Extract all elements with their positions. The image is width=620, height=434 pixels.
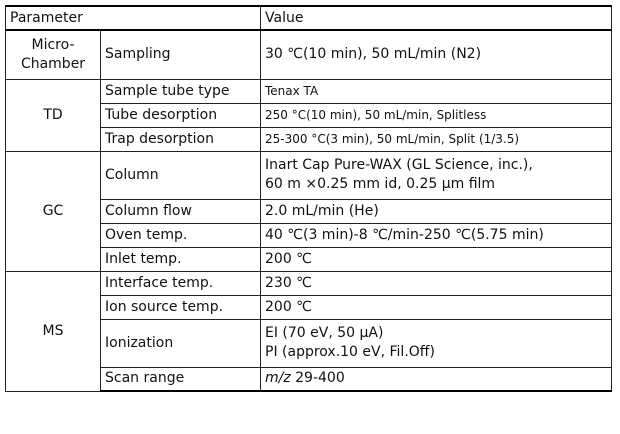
mz-label: m/z	[265, 370, 291, 387]
group-ms: MS	[6, 271, 101, 391]
header-value: Value	[261, 6, 612, 30]
value-cell: 40 ℃(3 min)-8 ℃/min-250 ℃(5.75 min)	[261, 223, 612, 247]
value-cell: 30 ℃(10 min), 50 mL/min (N2)	[261, 30, 612, 79]
param-cell: Scan range	[101, 367, 261, 391]
param-cell: Tube desorption	[101, 103, 261, 127]
param-cell: Sampling	[101, 30, 261, 79]
header-parameter: Parameter	[6, 6, 261, 30]
group-micro-chamber	[6, 30, 101, 79]
param-cell: Column	[101, 151, 261, 199]
param-cell: Ion source temp.	[101, 295, 261, 319]
value-cell	[261, 319, 612, 367]
table-header-row	[6, 6, 612, 30]
scan-range-value: 29-400	[290, 370, 345, 387]
value-cell: Tenax TA	[261, 79, 612, 103]
table-row	[6, 271, 612, 295]
param-cell: Interface temp.	[101, 271, 261, 295]
parameter-table-container	[5, 5, 612, 392]
value-cell	[261, 367, 612, 391]
group-td: TD	[6, 79, 101, 151]
value-cell: 25-300 °C(3 min), 50 mL/min, Split (1/3.5)	[261, 127, 612, 151]
value-line: Inart Cap Pure-WAX (GL Science, inc.),	[265, 157, 533, 173]
group-label-line: Chamber	[20, 55, 86, 72]
value-line: EI (70 eV, 50 μA)	[265, 325, 384, 341]
value-cell: 250 °C(10 min), 50 mL/min, Splitless	[261, 103, 612, 127]
group-gc: GC	[6, 151, 101, 271]
value-cell: 2.0 mL/min (He)	[261, 199, 612, 223]
value-line: 60 m ×0.25 mm id, 0.25 μm film	[265, 176, 496, 192]
param-cell: Ionization	[101, 319, 261, 367]
value-cell: 230 ℃	[261, 271, 612, 295]
param-cell: Column flow	[101, 199, 261, 223]
param-cell: Trap desorption	[101, 127, 261, 151]
value-line: PI (approx.10 eV, Fil.Off)	[265, 344, 435, 360]
table-row	[6, 79, 612, 103]
group-label-line: Micro-	[31, 36, 75, 53]
table-row	[6, 30, 612, 79]
param-cell: Oven temp.	[101, 223, 261, 247]
table-row	[6, 151, 612, 199]
value-cell: 200 ℃	[261, 247, 612, 271]
value-cell: 200 ℃	[261, 295, 612, 319]
parameter-table	[5, 5, 612, 392]
param-cell: Sample tube type	[101, 79, 261, 103]
value-cell	[261, 151, 612, 199]
param-cell: Inlet temp.	[101, 247, 261, 271]
